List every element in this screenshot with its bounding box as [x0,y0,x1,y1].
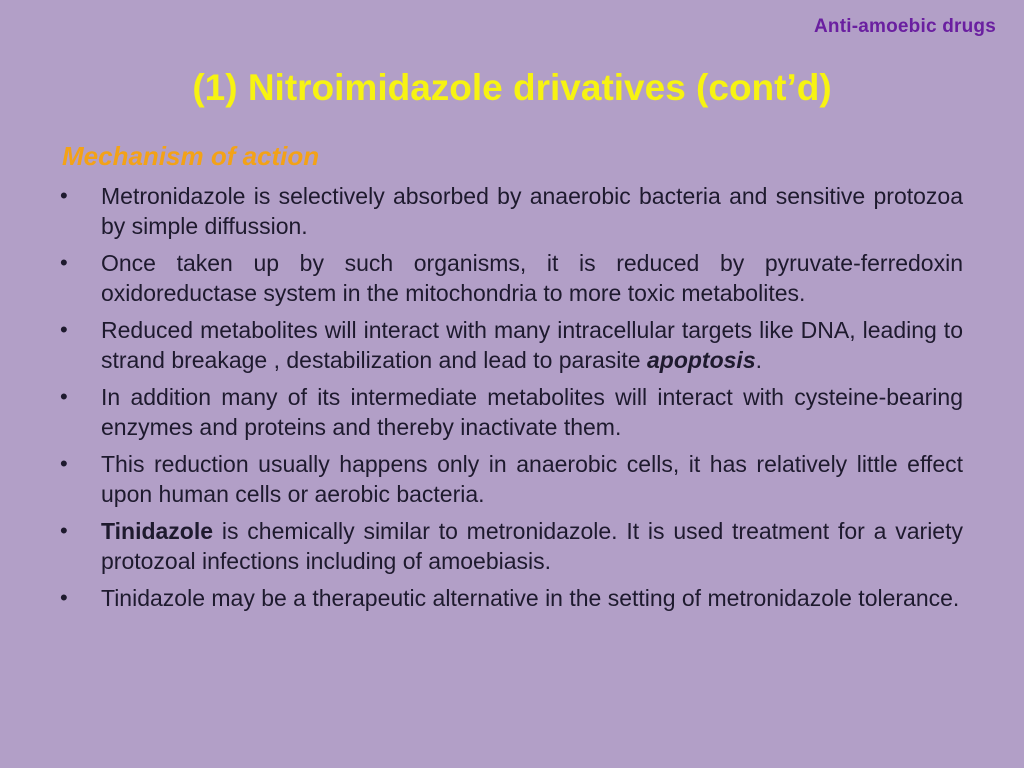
bullet-icon: • [60,518,68,543]
bullet-text: This reduction usually happens only in anaerobic cells, it has relatively little effect upon human cells or aerobic bacteria. [101,451,963,507]
section-heading: Mechanism of action [62,141,320,171]
bullet-text: Tinidazole may be a therapeutic alternative in the setting of metronidazole tolerance. [101,585,960,611]
drug-name: Tinidazole [101,518,214,544]
bullet-item [58,181,963,241]
bullet-item [58,516,963,576]
bullet-icon: • [60,317,68,342]
bullet-text: is chemically similar to metronidazole. It is used treatment for a variety protozoal infections including of amoebiasis. [101,518,963,574]
bullet-item [58,449,963,509]
bullet-text: Once taken up by such organisms, it is reduced by pyruvate-ferredoxin oxidoreductase system in the mitochondria to more toxic metabolites. [101,250,963,306]
bullet-text-end: . [755,347,762,373]
bullet-text: Reduced metabolites will interact with many intracellular targets like DNA, leading to strand breakage , destabilization and lead to parasite [101,317,963,373]
bullet-text: In addition many of its intermediate metabolites will interact with cysteine-bearing enzymes and proteins and thereby inactivate them. [101,384,963,440]
bullet-list [58,181,963,620]
bullet-icon: • [60,451,68,476]
header-tag: Anti-amoebic drugs [813,16,996,37]
bullet-item [58,583,963,613]
bullet-icon: • [60,585,68,610]
bullet-item [58,382,963,442]
slide-title: (1) Nitroimidazole drivatives (cont’d) [192,67,832,108]
bullet-item [58,315,963,375]
emphasis-term: apoptosis [646,347,756,373]
bullet-text: Metronidazole is selectively absorbed by anaerobic bacteria and sensitive protozoa by simple diffussion. [101,183,963,239]
bullet-icon: • [60,384,68,409]
bullet-item [58,248,963,308]
bullet-icon: • [60,183,68,208]
bullet-icon: • [60,250,68,275]
